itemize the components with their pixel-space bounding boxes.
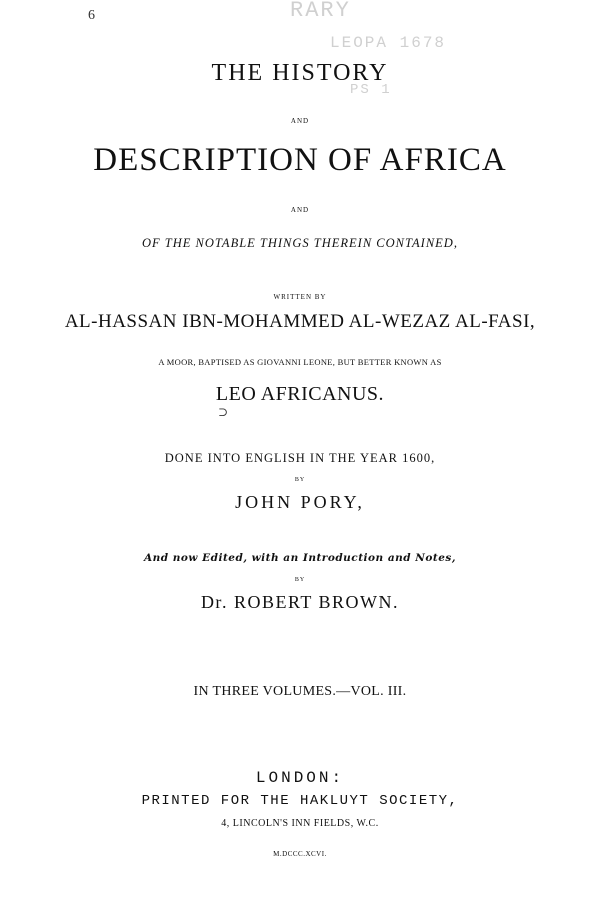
known-as-leo-africanus: LEO AFRICANUS. [215, 383, 385, 405]
written-by: WRITTEN BY [273, 293, 327, 301]
title-and-2: AND [290, 206, 310, 214]
library-stamp-line-1: RARY [290, 0, 351, 23]
done-into-english: DONE INTO ENGLISH IN THE YEAR 1600, [164, 451, 436, 465]
title-notable-things: OF THE NOTABLE THINGS THEREIN CONTAINED, [142, 236, 458, 250]
title-the-history: THE HISTORY [211, 60, 389, 86]
imprint-year: M.DCCC.XCVI. [273, 850, 327, 858]
translation-by: BY [294, 477, 306, 483]
margin-pencil-mark: ⊃ [218, 405, 229, 419]
corner-mark: 6 [88, 8, 95, 23]
author-subtitle: A MOOR, BAPTISED AS GIOVANNI LEONE, BUT BETTER KNOWN AS [158, 357, 442, 367]
library-stamp-line-2: LEOPA 1678 [330, 34, 447, 52]
library-stamp-line-3: PS 1 [350, 82, 392, 98]
imprint-printed-for: PRINTED FOR THE HAKLUYT SOCIETY, [141, 793, 459, 809]
volume-statement: IN THREE VOLUMES.—VOL. III. [193, 684, 407, 699]
author-name: AL-HASSAN IBN-MOHAMMED AL-WEZAZ AL-FASI, [64, 311, 536, 332]
editor-by: BY [294, 577, 306, 583]
title-description-of-africa: DESCRIPTION OF AFRICA [93, 142, 507, 178]
translator-name: JOHN PORY, [235, 492, 365, 512]
title-and-1: AND [290, 117, 310, 125]
imprint-city: LONDON: [255, 769, 345, 787]
edited-with-introduction: And now Edited, with an Introduction and Notes, [144, 552, 456, 564]
imprint-address: 4, LINCOLN'S INN FIELDS, W.C. [221, 818, 379, 829]
editor-name: Dr. ROBERT BROWN. [200, 592, 400, 612]
